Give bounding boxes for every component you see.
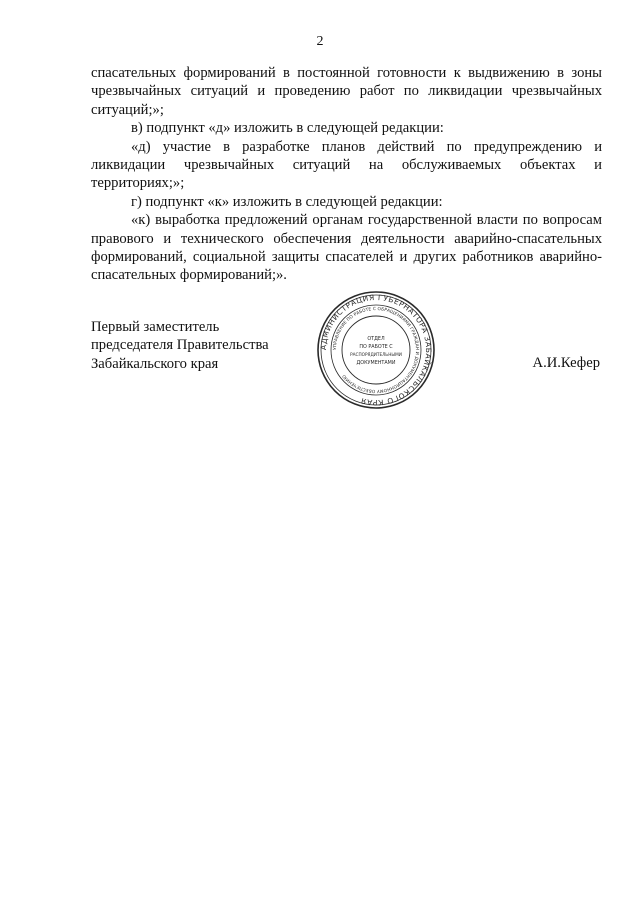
paragraph-clause-d: «д) участие в разработке планов действий по предупреждению и ликвидации чрезвычайных ситуаций на обслуживаемых объектах и территориях;»; xyxy=(91,138,602,192)
seal-graphic xyxy=(315,289,437,411)
paragraph-continuation: спасательных формирований в постоянной готовности к выдвижению в зоны чрезвычайных ситуаций и проведению работ по ликвидации чрезвычайных ситуаций;»; xyxy=(91,65,602,118)
seal-center-line: ОТДЕЛ xyxy=(367,336,385,342)
seal-center-line: РАСПОРЯДИТЕЛЬНЫМИ xyxy=(350,353,402,358)
document-body xyxy=(91,64,602,285)
seal-outer-text: АДМИНИСТРАЦИЯ ГУБЕРНАТОРА ЗАБАЙКАЛЬСКОГО КРАЯ xyxy=(318,292,434,408)
official-seal xyxy=(315,289,437,411)
signatory-name: А.И.Кефер xyxy=(532,355,600,371)
paragraph-clause-k: «к) выработка предложений органам государственной власти по вопросам правового и технического обеспечения деятельности аварийно-спасательных формирований, социальной защиты спасателей и других работников аварийно-спасательных формирований;». xyxy=(91,212,602,284)
signatory-title-line: председателя Правительства xyxy=(91,337,269,354)
signatory-title xyxy=(91,318,269,373)
page-number: 2 xyxy=(316,34,324,49)
signatory-title-line: Забайкальского края xyxy=(91,355,219,372)
signatory-title-line: Первый заместитель xyxy=(91,319,220,335)
seal-inner-text: УПРАВЛЕНИЕ ПО РАБОТЕ С ОБРАЩЕНИЯМИ ГРАЖДАН И ДОКУМЕНТАЦИОННОМУ ОБЕСПЕЧЕНИЮ xyxy=(332,306,420,394)
paragraph-subclause-v: в) подпункт «д» изложить в следующей редакции: xyxy=(131,120,444,137)
seal-center-line: ПО РАБОТЕ С xyxy=(359,344,393,350)
paragraph-subclause-g: г) подпункт «к» изложить в следующей редакции: xyxy=(131,193,443,210)
seal-center-line: ДОКУМЕНТАМИ xyxy=(356,360,396,366)
